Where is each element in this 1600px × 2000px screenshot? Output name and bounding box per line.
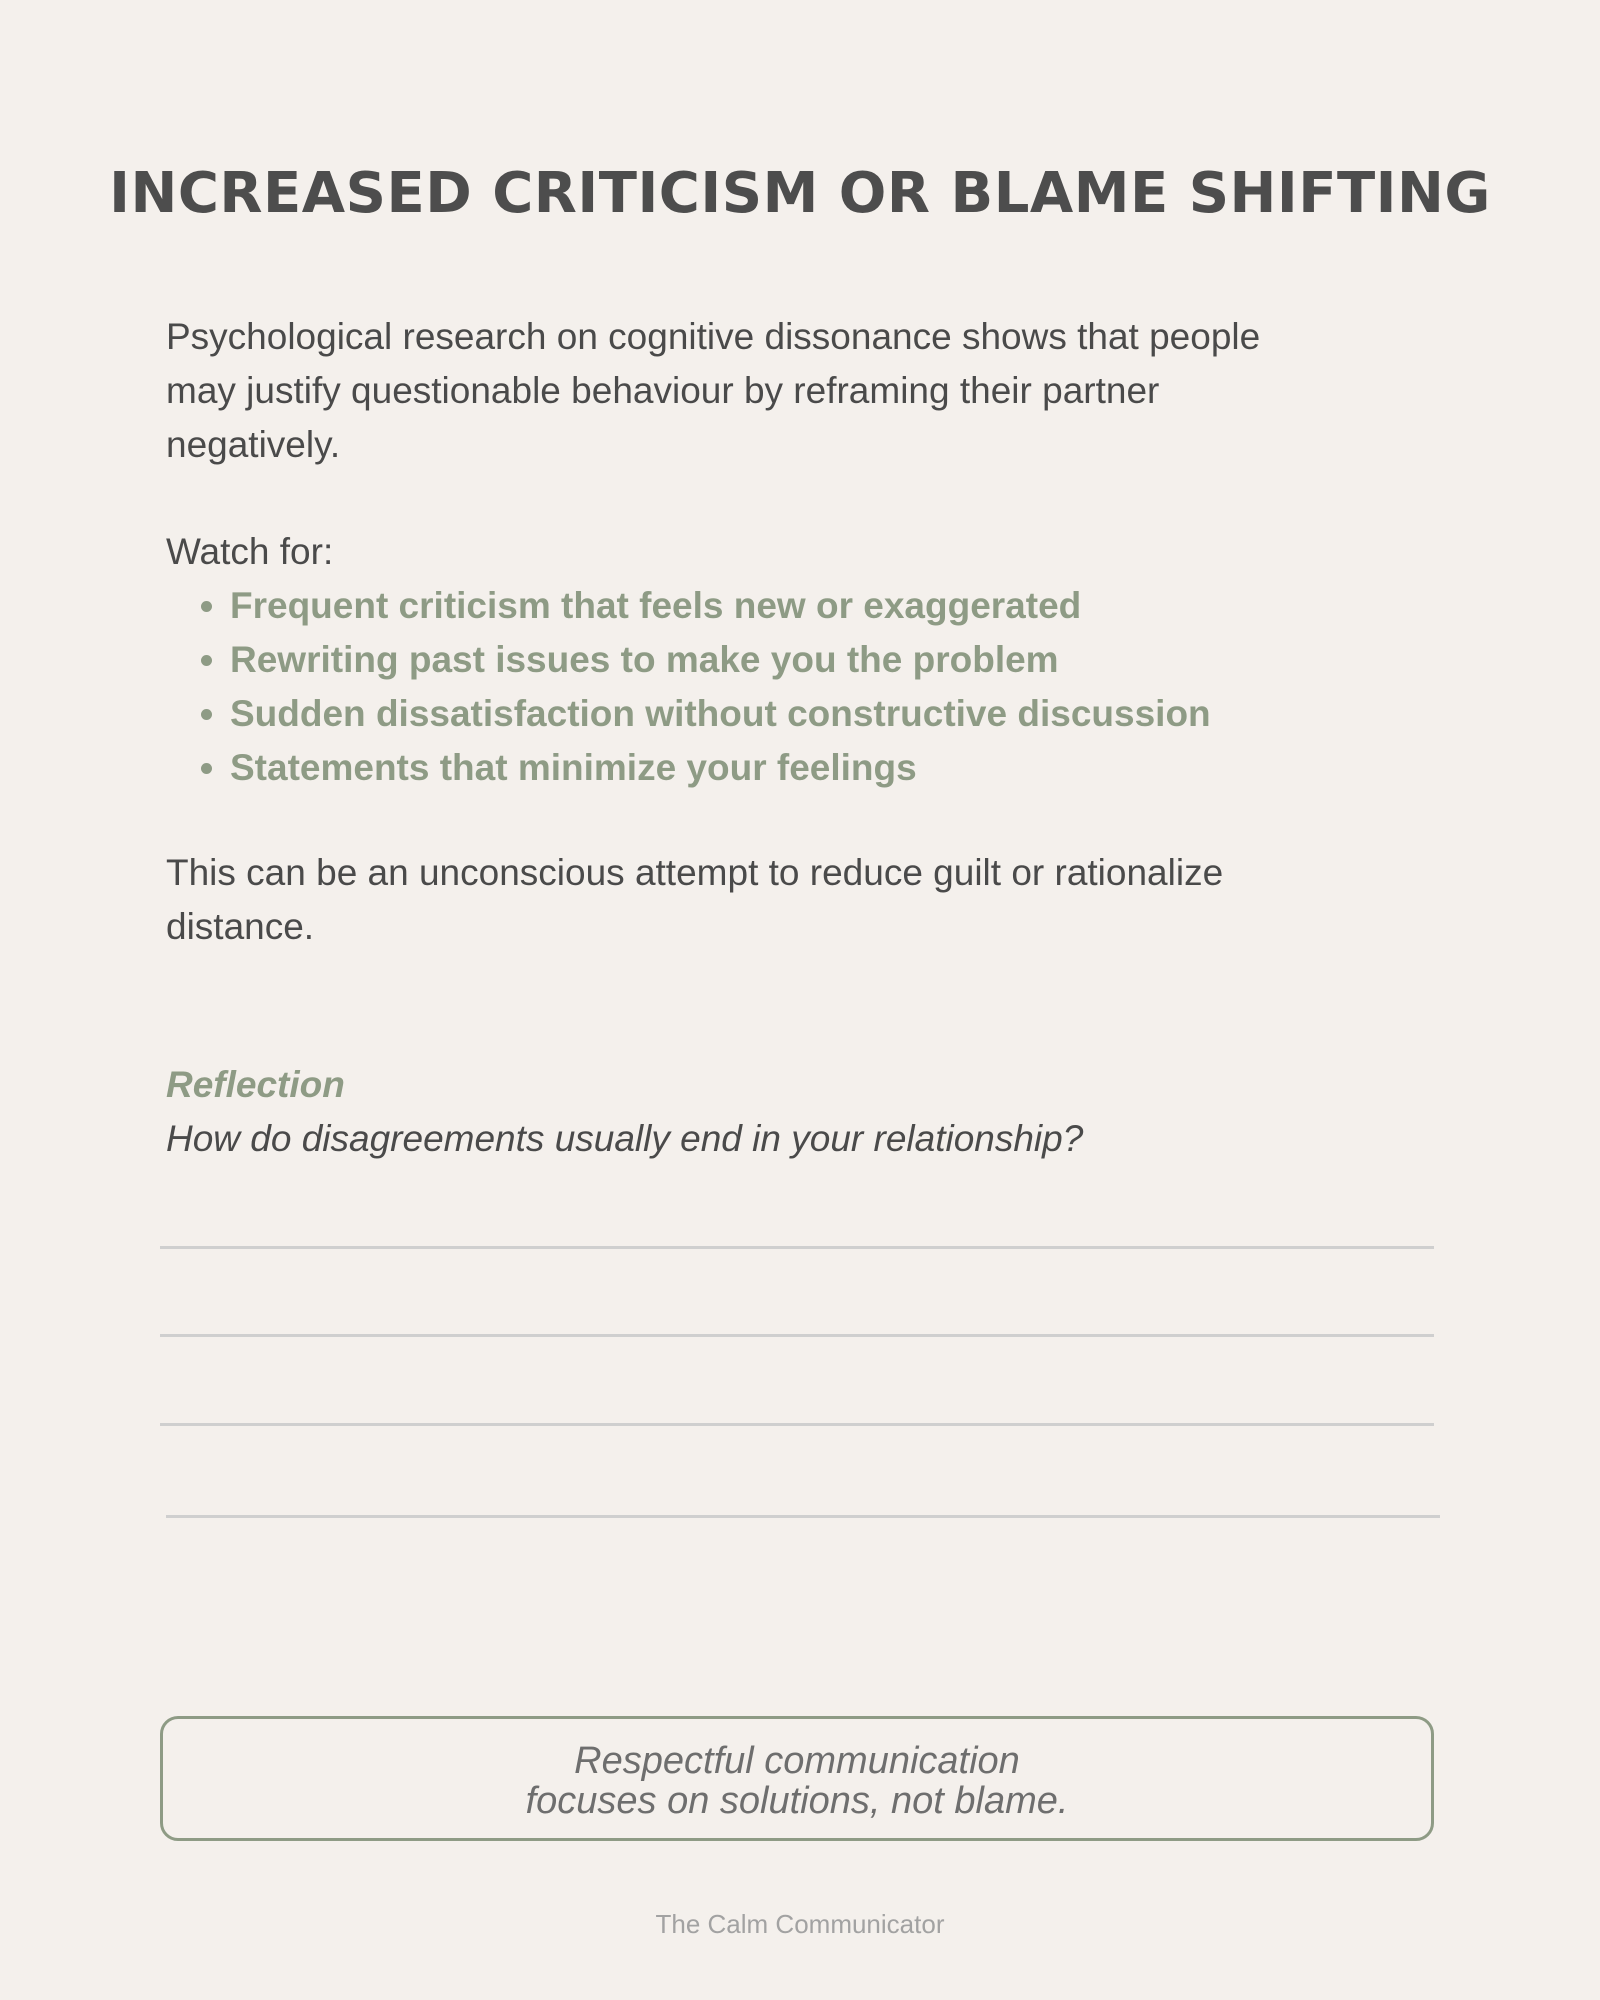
list-item: • Sudden dissatisfaction without constructive discussion (230, 687, 1530, 741)
list-item: • Statements that minimize your feelings (230, 741, 1530, 795)
watch-for-list (166, 579, 1530, 795)
watch-for-label: Watch for: (166, 531, 334, 572)
quote-line: Respectful communication (574, 1740, 1020, 1782)
intro-line: Psychological research on cognitive dissonance shows that people (166, 316, 1261, 357)
quote-line: focuses on solutions, not blame. (525, 1780, 1069, 1822)
writing-line[interactable] (160, 1246, 1434, 1249)
quote-box (160, 1716, 1434, 1841)
reflection-label: Reflection (166, 1064, 345, 1105)
closing-paragraph (166, 846, 1456, 954)
page-title: INCREASED CRITICISM OR BLAME SHIFTING (109, 161, 1491, 226)
writing-line[interactable] (160, 1334, 1434, 1337)
intro-line: may justify questionable behaviour by reframing their partner (166, 370, 1160, 411)
intro-paragraph (166, 310, 1456, 472)
list-item: • Frequent criticism that feels new or exaggerated (230, 579, 1530, 633)
footer-brand: The Calm Communicator (655, 1909, 945, 1939)
closing-line: distance. (166, 906, 315, 947)
list-item: • Rewriting past issues to make you the problem (230, 633, 1530, 687)
reflection-question: How do disagreements usually end in your relationship? (166, 1118, 1084, 1159)
writing-line[interactable] (160, 1423, 1434, 1426)
closing-line: This can be an unconscious attempt to reduce guilt or rationalize (166, 852, 1224, 893)
intro-line: negatively. (166, 424, 341, 465)
writing-line[interactable] (166, 1515, 1440, 1518)
